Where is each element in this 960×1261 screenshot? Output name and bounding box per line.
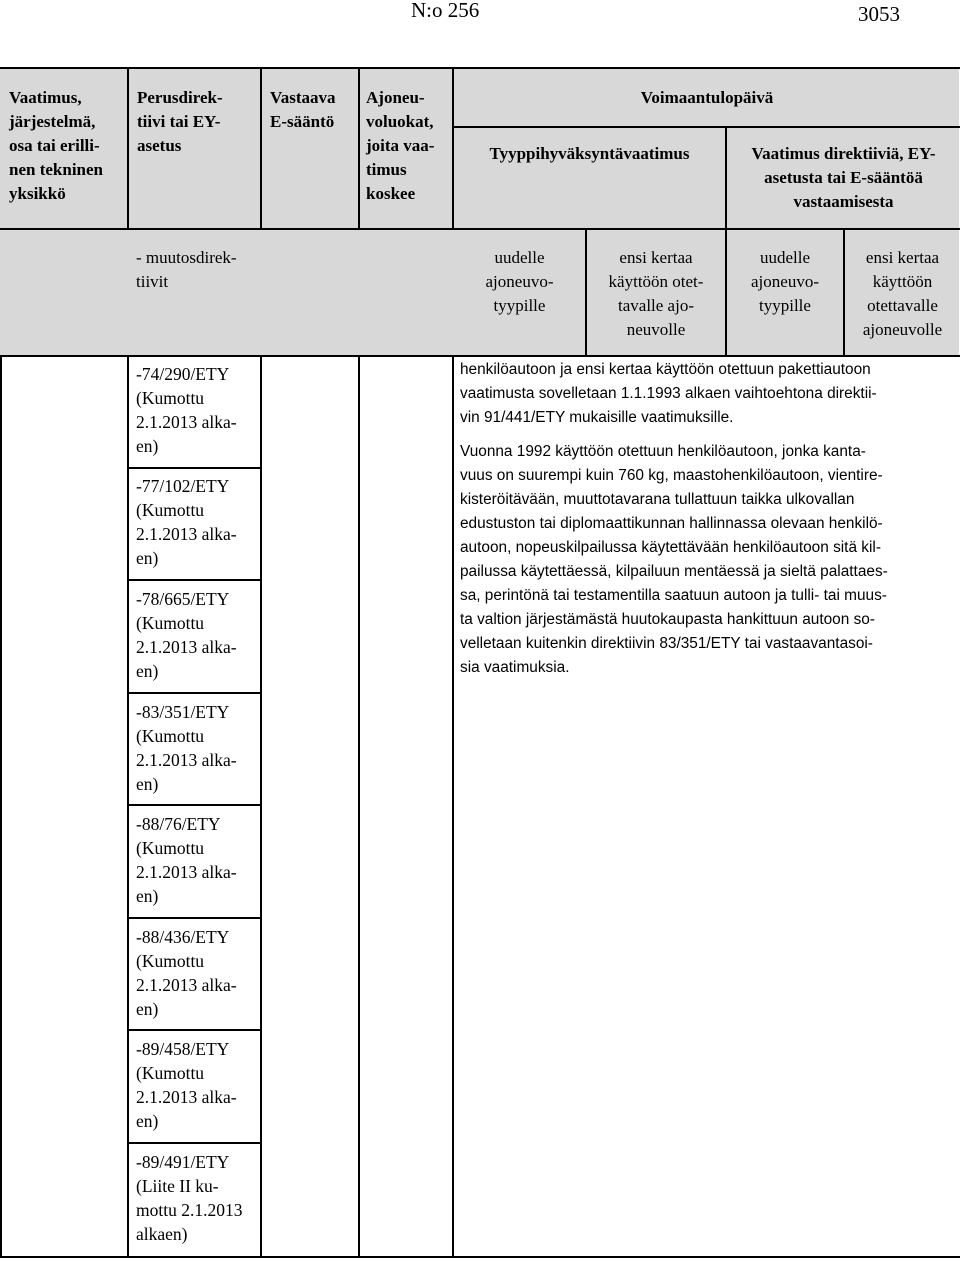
directive-cell-78-665: -78/665/ETY (Kumottu 2.1.2013 alka- en) bbox=[136, 589, 237, 681]
note-paragraph-2: Vuonna 1992 käyttöön otettuun henkilöautoon, jonka kanta- vuus on suurempi kuin 760 kg, maastohenkilöautoon, vientire- kisteröitävään, muuttotavarana tullattuun taikka ulkovallan edustuston tai diplomaattikunnan hallinnassa olevaan henkilö- autoon, nopeuskilpailussa käytettävään henkilöautoon sitä kil- pailussa käytettäessä, kilpailuun mentäessä ja sieltä palattaes- sa, perintönä tai testamentilla saatuun autoon ja tulli- tai muus- ta valtion järjestämästä huutokaupasta hankittuun autoon so- velletaan kuitenkin direktiivin 83/351/ETY tai vastaavantasoi- sia vaatimuksia. bbox=[460, 443, 888, 676]
header-vastaamisesta: Vaatimus direktiiviä, EY- asetusta tai E-sääntöä vastaamisesta bbox=[751, 144, 936, 211]
table-top-border bbox=[0, 67, 960, 69]
subheader-ensi-kertaa-1: ensi kertaa käyttöön otet- tavalle ajo- neuvolle bbox=[608, 248, 704, 339]
row-divider bbox=[127, 804, 262, 806]
row-divider bbox=[127, 692, 262, 694]
row-divider bbox=[127, 917, 262, 919]
header-tyyppihyvaksynta: Tyyppihyväksyntävaatimus bbox=[489, 144, 690, 163]
table-bottom-border bbox=[0, 1256, 960, 1258]
row-divider bbox=[127, 579, 262, 581]
subheader-uudelle-tyypille-2: uudelle ajoneuvo- tyypille bbox=[751, 248, 819, 315]
directive-cell-89-491: -89/491/ETY (Liite II ku- mottu 2.1.2013 alkaen) bbox=[136, 1152, 243, 1244]
header-voimaantulopaiva: Voimaantulopäivä bbox=[640, 88, 774, 107]
body-divider-1 bbox=[127, 355, 129, 1258]
header-hline-sub bbox=[0, 228, 960, 230]
header-col-ajoneuvoluokat: Ajoneu- voluokat, joita vaa- timus koskee bbox=[366, 88, 435, 203]
directive-cell-74-290: -74/290/ETY (Kumottu 2.1.2013 alka- en) bbox=[136, 364, 237, 456]
body-divider-2 bbox=[260, 355, 262, 1258]
header-col-perusdirektiivi: Perusdirek- tiivi tai EY- asetus bbox=[137, 88, 223, 155]
row-divider bbox=[127, 467, 262, 469]
directive-cell-77-102: -77/102/ETY (Kumottu 2.1.2013 alka- en) bbox=[136, 476, 237, 568]
subheader-uudelle-tyypille-1: uudelle ajoneuvo- tyypille bbox=[485, 248, 554, 315]
directive-cell-89-458: -89/458/ETY (Kumottu 2.1.2013 alka- en) bbox=[136, 1039, 237, 1131]
page-number-left: N:o 256 bbox=[411, 0, 480, 22]
table-left-border bbox=[0, 355, 2, 1258]
note-paragraph-1: henkilöautoon ja ensi kertaa käyttöön otettuun pakettiautoon vaatimusta sovelletaan 1.1.1993 alkaen vaihtoehtona direktii- vin 91/441/ETY mukaisille vaatimuksille. bbox=[460, 361, 877, 426]
header-divider-1 bbox=[127, 67, 129, 229]
directive-cell-83-351: -83/351/ETY (Kumottu 2.1.2013 alka- en) bbox=[136, 702, 237, 794]
header-col-vaatimus: Vaatimus, järjestelmä, osa tai erilli- nen tekninen yksikkö bbox=[9, 88, 103, 203]
directive-cell-88-76: -88/76/ETY (Kumottu 2.1.2013 alka- en) bbox=[136, 814, 237, 906]
directive-cell-88-436: -88/436/ETY (Kumottu 2.1.2013 alka- en) bbox=[136, 927, 237, 1019]
header-col-vastaava: Vastaava E-sääntö bbox=[270, 88, 336, 131]
body-divider-3 bbox=[358, 355, 360, 1258]
subheader-muutosdirektiivit: - muutosdirek- tiivit bbox=[136, 248, 237, 291]
subheader-ensi-kertaa-2: ensi kertaa käyttöön otettavalle ajoneuvolle bbox=[862, 248, 943, 339]
row-divider bbox=[127, 1142, 262, 1144]
header-divider-3 bbox=[358, 67, 360, 229]
row-divider bbox=[127, 1029, 262, 1031]
header-divider-2 bbox=[260, 67, 262, 229]
page-number-right: 3053 bbox=[858, 2, 900, 26]
body-divider-4 bbox=[452, 355, 454, 1258]
table-header-bottom-border bbox=[0, 355, 960, 357]
header-hline-voimaantulo bbox=[452, 126, 960, 128]
